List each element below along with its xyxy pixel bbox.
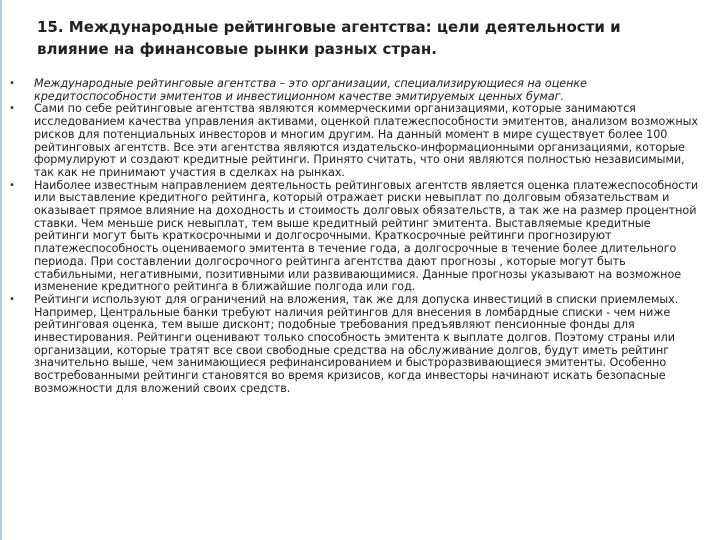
list-item-rating-usage — [0, 294, 720, 396]
slide-title: 15. Международные рейтинговые агентства: цели деятельности и влияние на финансовые рынки разных стран. — [37, 18, 621, 58]
bullet-icon: • — [9, 179, 15, 191]
list-item-text: Международные рейтинговые агентства – это организации, специализирующиеся на оценке кредитоспособности эмитентов и инвестиционном качестве эмитируемых ценных бумаг. — [34, 77, 587, 103]
list-item-text: Рейтинги используют для ограничений на вложения, так же для допуска инвестиций в списки приемлемых. Например, Центральные банки требуют наличия рейтингов для внесения в ломбардные списки - чем ниже рейтинговая оценка, тем выше дисконт; подобные требования предъявляют пенсионные фонды для инвестирования. Рейтинги оценивают только способность эмитента к выплате долгов. Поэтому страны или организации, которые тратят все свои свободные средства на обслуживание долгов, будут иметь рейтинг значительно выше, чем занимающиеся рефинансированием и быстроразвивающиеся эмитенты. Особенно востребованными рейтинги становятся во время кризисов, когда инвесторы начинают искать безопасные возможности для вложений своих средств. — [34, 292, 679, 395]
list-item-commercial-organizations — [0, 103, 720, 179]
bullet-list — [0, 78, 720, 396]
list-item-text: Сами по себе рейтинговые агентства являются коммерческими организациями, которые занимаются исследованием качества управления активами, оценкой платежеспособности эмитентов, анализом возможных рисков для потенциальных инвесторов и многим другим. На данный момент в мире существует более 100 рейтинговых агентств. Все эти агентства являются издательско-информационными организациями, которые формулируют и создают кредитные рейтинги. Принято считать, что они являются полностью независимыми, так как не принимают участия в сделках на рынках. — [34, 102, 698, 179]
list-item-credit-rating — [0, 180, 720, 294]
list-item-text: Наиболее известным направлением деятельность рейтинговых агентств является оценка платежеспособности или выставление кредитного рейтинга, который отражает риски невыплат по долговым обязательствам и оказывает прямое влияние на доходность и стоимость долговых обязательств, а так же на размер процентной ставки. Чем меньше риск невыплат, тем выше кредитный рейтинг эмитента. Выставляемые кредитные рейтинги могут быть краткосрочными и долгосрочными. Краткосрочные рейтинги прогнозируют платежеспособность оцениваемого эмитента в течение года, а долгосрочные в течение более длительного периода. При составлении долгосрочного рейтинга агентства дают прогнозы , которые могут быть стабильными, негативными, позитивными или развивающимися. Данные прогнозы указывают на возможное изменение кредитного рейтинга в ближайшие полгода или год. — [34, 178, 699, 294]
bullet-icon: • — [9, 103, 15, 115]
bullet-icon: • — [9, 78, 15, 89]
list-item-definition — [0, 78, 720, 103]
bullet-icon: • — [9, 293, 15, 305]
